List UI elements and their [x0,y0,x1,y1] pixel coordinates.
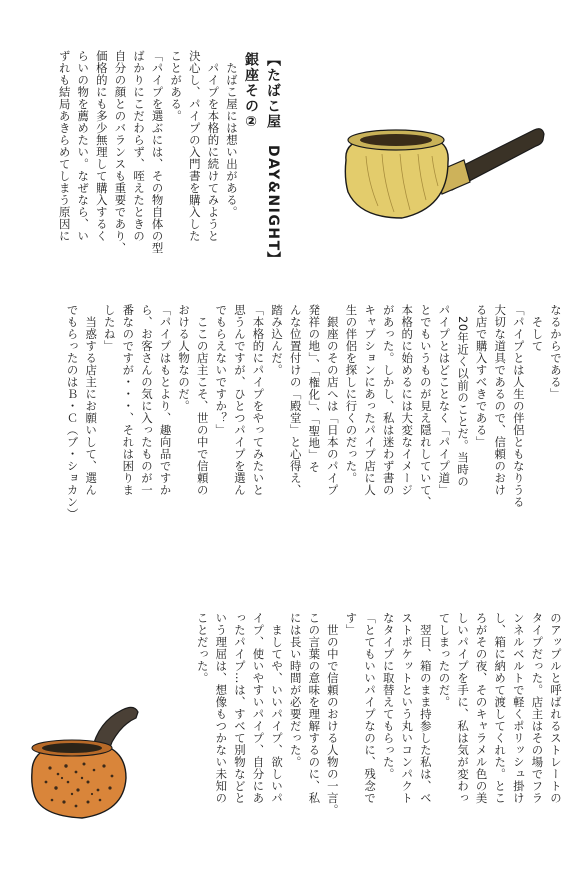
text-line: 「とてもいいパイプなのに、残念で [363,612,378,804]
text-line: 銀座のその店へは「日本のパイプ [325,304,340,496]
text-line: パイプとはどことなく「パイプ道」 [437,304,452,496]
title-subline: 銀座その② [243,52,259,132]
text-line: おける人物なのだ。 [177,304,192,412]
text-line: ストポケットという丸いコンパクト [400,612,415,804]
text-line: 「パイプとは人生の伴侶ともなりうる [511,304,526,508]
text-line: 発祥の地」、「権化」、「聖地」そ [307,304,322,474]
text-line: しいパイプを手に、私は気が変わっ [456,612,471,804]
text-line: この言葉の意味を理解するのに、私 [307,612,322,804]
text-line: なタイプに取替えてもらった。 [381,612,396,780]
pipe-opening [360,134,432,146]
text-line: んな位置付けの「殿堂」と心得え、 [288,304,303,496]
text-line: いう理屈は、想像もつかない未知の [214,612,229,804]
text-block-middle [60,304,565,586]
text-line: タイプだった。店主はその場でフラ [530,612,545,804]
text-line: ったパイプ…は、すべて別物などと [232,612,247,804]
text-line: 生の伴侶を探しに行くのだった。 [344,304,359,484]
text-line: し、箱に納めて渡してくれた。とこ [493,612,508,804]
text-line: そして [530,304,545,352]
text-line: ずれも結局あきらめてしまう原因に [57,50,72,242]
text-line: 番なのですが・・・、それは困りま [121,304,136,496]
text-line: たばこ屋には想い出がある。 [225,50,239,218]
text-block-top [36,50,241,298]
text-line: でもらったのはＢ・Ｃ（ブ・ショカン） [65,304,80,520]
text-line: のアップルと呼ばれるストレートの [549,612,563,804]
text-line: 世の中で信頼のおける人物の一言。 [325,612,340,816]
text-line: る店で購入すべきである」 [474,304,489,448]
text-line: ましてや、いいパイプ、欲しいパ [270,612,285,804]
text-block-bottom [170,612,565,850]
text-line: 20年近く以前のことだ。当時の [456,304,471,488]
text-line: ことだった。 [195,612,210,684]
text-line: 思うんですが、ひとつパイプを選ん [232,304,247,496]
text-line: キャプションにあったパイプ店に人 [363,304,378,496]
text-line: イプ、使いやすいパイプ、自分にあ [251,612,266,804]
text-line: したね」 [102,304,117,352]
text-line: 本格的に始めるには大変なイメージ [400,304,415,496]
bent-pocket-pipe-illustration [26,702,148,824]
straight-apple-pipe-illustration [338,112,548,230]
text-line: 「本格的にパイプをやってみたいと [251,304,266,496]
text-line: 決心し、パイプの入門書を購入した [187,50,202,242]
text-line: 価格的にも多少無理して購入するく [94,50,109,242]
text-line: 「パイプを選ぶには、その物自体の型 [150,50,165,254]
text-line: ろがその夜、そのキャラメル色の美 [474,612,489,804]
text-line: 大切な道具であるので、信頼のおけ [493,304,508,496]
text-line: てしまったのだ。 [437,612,452,708]
text-line: ばかりにこだわらず、咥えたときの [132,50,147,242]
text-line: には長い時間が必要だった。 [288,612,303,768]
text-line: らいの物を薦めたい。なぜなら、い [76,50,91,242]
text-line: ここの店主こそ、世の中で信頼の [195,304,210,496]
text-line: 自分の顔とのバランスも重要であり、 [113,50,128,254]
text-line: す」 [344,612,359,636]
text-line: ンネルベルトで軽くポリッシュ掛け [511,612,526,804]
text-line: パイプを本格的に続けてみようと [206,50,221,242]
text-line: 当惑する店主にお願いして、選ん [84,304,99,496]
text-line: とでもいうものが見え隠れしていて、 [418,304,433,508]
text-line: なるからである」 [549,304,563,400]
text-line: でもらえないですか？」 [214,304,229,436]
text-line: 「パイプはもとより、趣向品ですか [158,304,173,496]
text-line: 翌日、箱のまま持参した私は、ベ [418,612,433,804]
pipe-opening [42,743,102,753]
title-line: 【たばこ屋 DAY&NIGHT】 [265,52,281,268]
text-line: ら、お客さんの気に入ったものが一 [139,304,154,496]
text-line: があった。しかし、私は迷わず書の [381,304,396,496]
article-title [240,52,284,267]
text-line: ことがある。 [169,50,184,122]
text-line: 踏み込んだ。 [270,304,285,376]
